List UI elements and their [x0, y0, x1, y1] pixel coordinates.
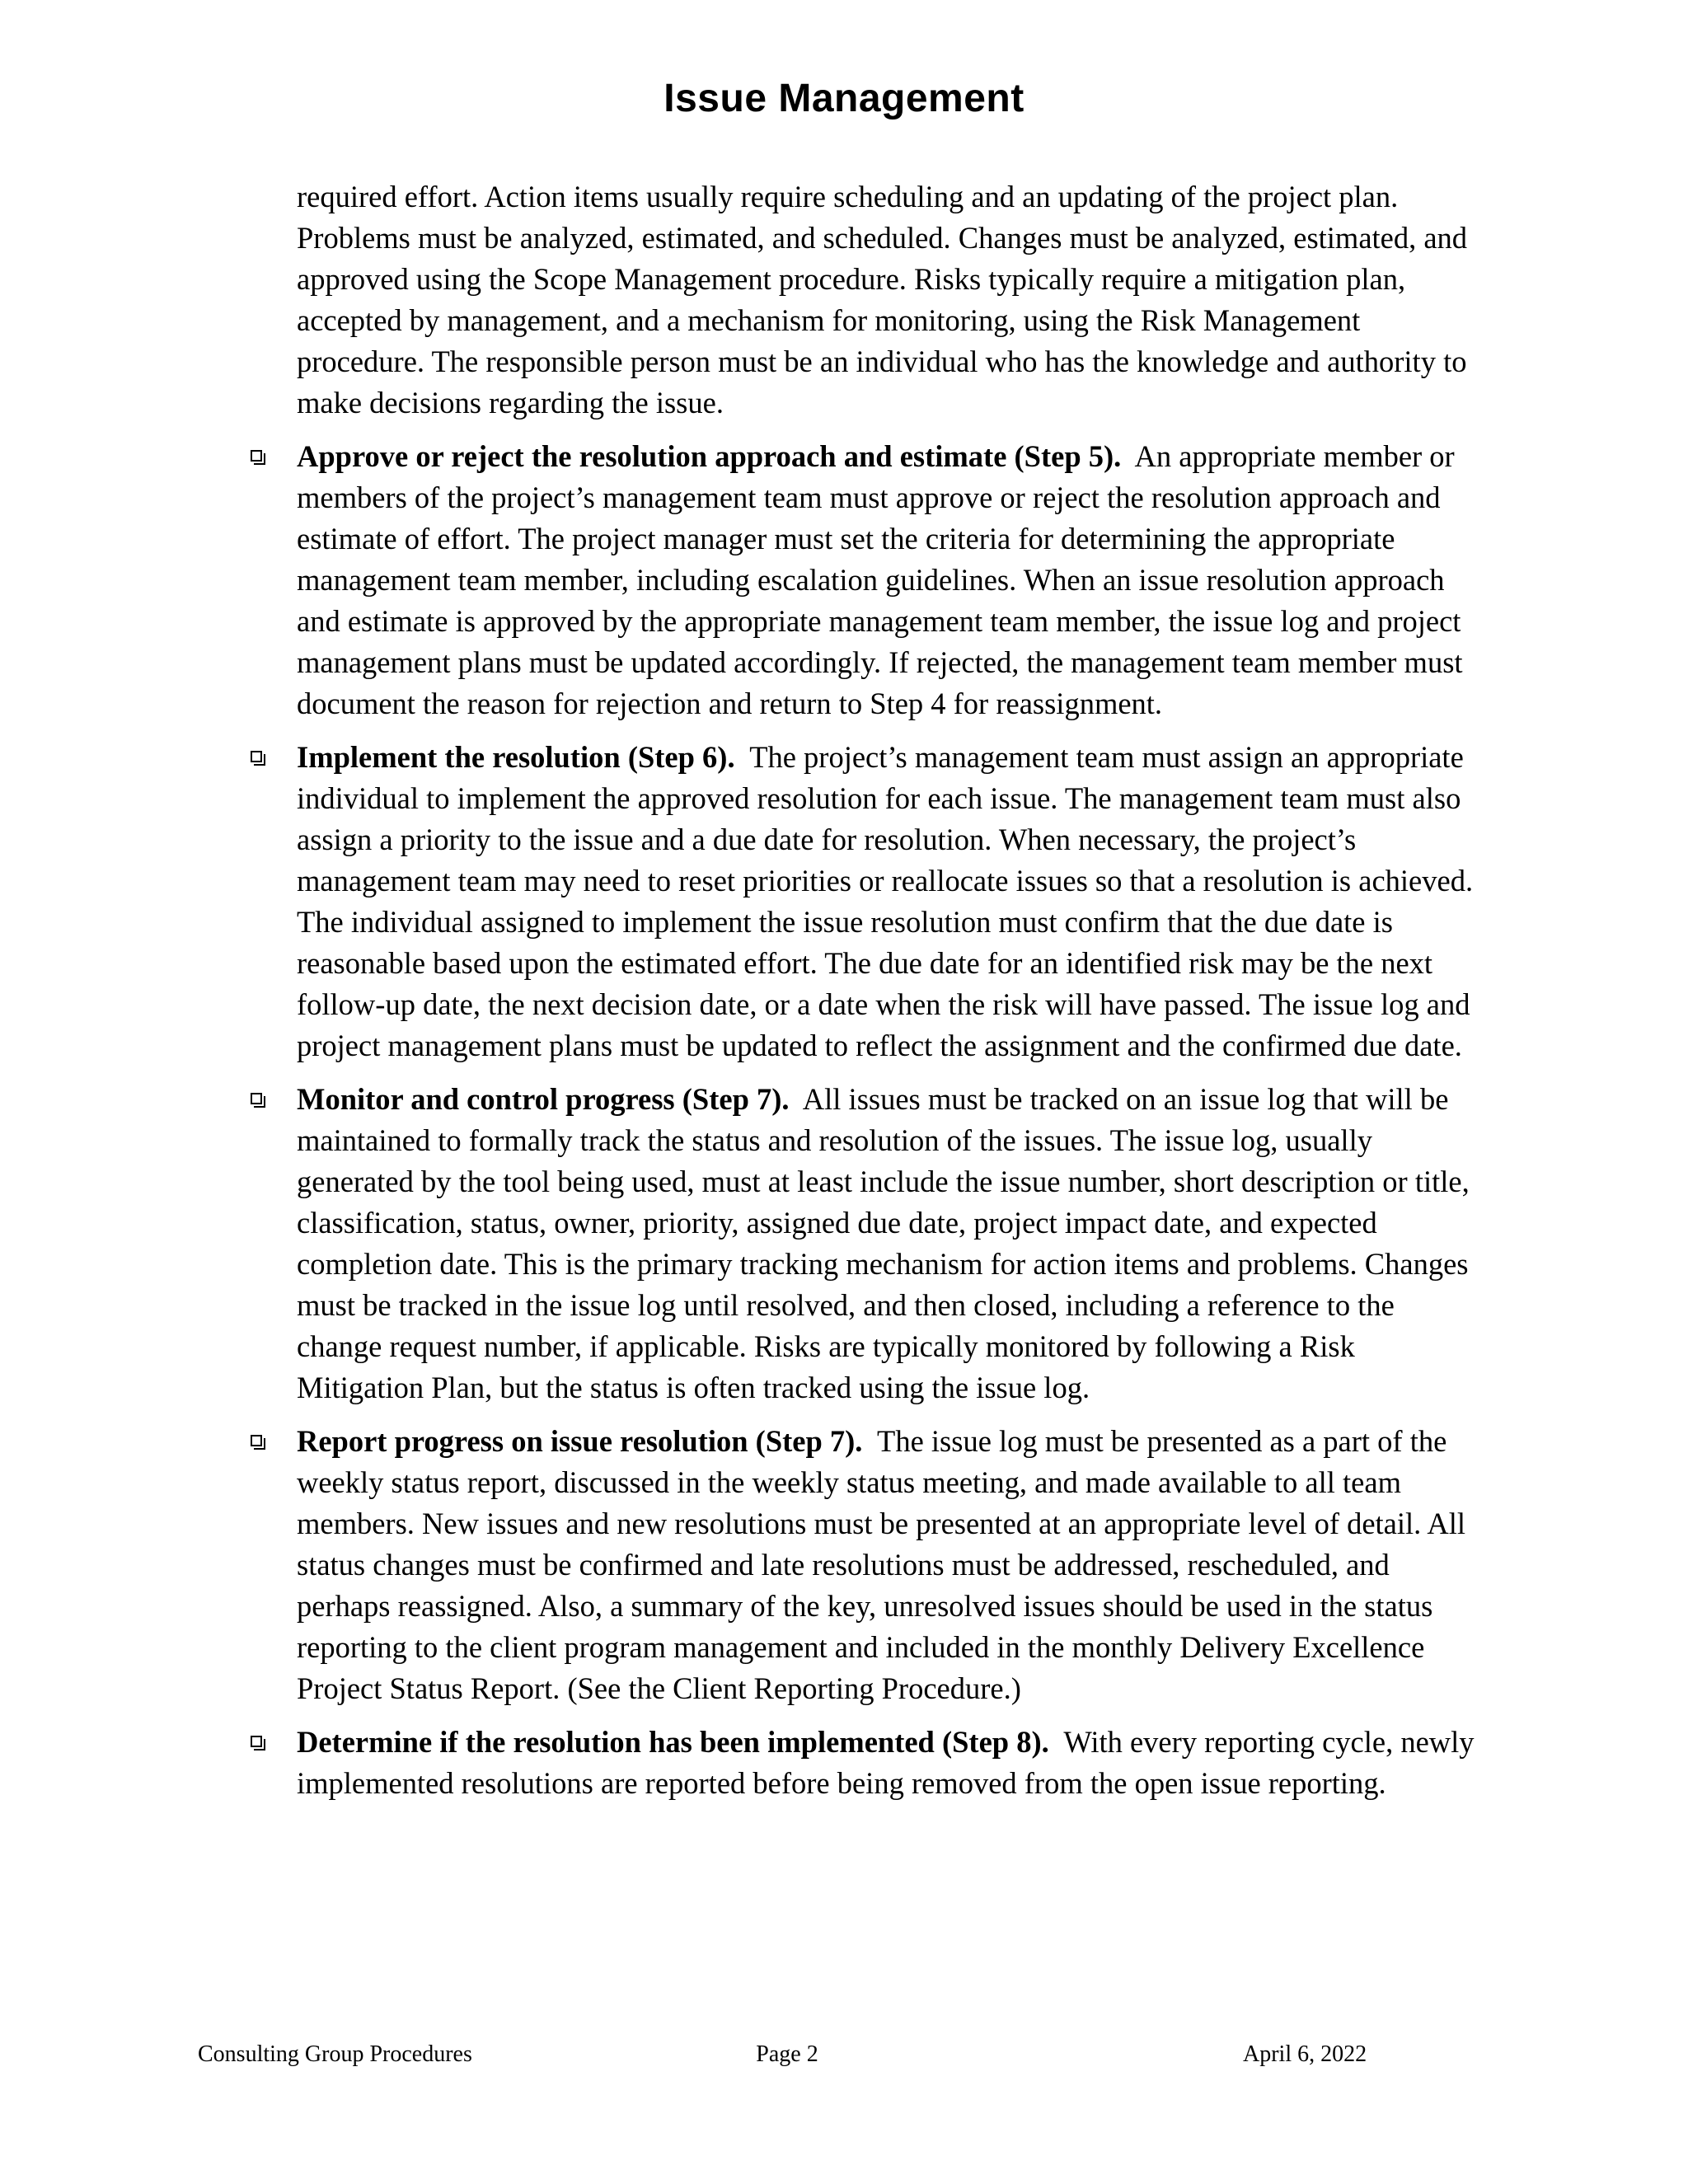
list-item-text	[297, 436, 1484, 724]
checkbox-bullet-icon	[251, 1435, 262, 1446]
list-item-heading: Monitor and control progress (Step 7).	[297, 1082, 790, 1116]
intro-paragraph: required effort. Action items usually require scheduling and an updating of the project plan. Problems must be analyzed, estimated, and scheduled. Changes must be analyzed, estimated, and approved using the Scope Management procedure. Risks typically require a mitigation plan, accepted by management, and a mechanism for monitoring, using the Risk Management procedure. The responsible person must be an individual who has the knowledge and authority to make decisions regarding the issue.	[297, 180, 1468, 419]
checkbox-bullet-icon	[251, 450, 262, 462]
checkbox-bullet-icon	[251, 751, 262, 762]
list-item-step-5	[297, 436, 1484, 724]
list-item-body: An appropriate member or members of the project’s management team must approve or reject the resolution approach and estimate of effort. The project manager must set the criteria for determining the appropriate management team member, including escalation guidelines. When an issue resolution approach and estimate is approved by the appropriate management team member, the issue log and project management plans must be updated accordingly. If rejected, the management team member must document the reason for rejection and return to Step 4 for reassignment.	[297, 439, 1463, 720]
list-item-text	[297, 1722, 1484, 1804]
list-item-heading: Implement the resolution (Step 6).	[297, 740, 735, 774]
list-item-body: All issues must be tracked on an issue log that will be maintained to formally track the status and resolution of the issues. The issue log, usually generated by the tool being used, must at least include the issue number, short description or title, classification, status, owner, priority, assigned due date, project impact date, and expected completion date. This is the primary tracking mechanism for action items and problems. Changes must be tracked in the issue log until resolved, and then closed, including a reference to the change request number, if applicable. Risks are typically monitored by following a Risk Mitigation Plan, but the status is often tracked using the issue log.	[297, 1082, 1470, 1404]
list-item-heading: Approve or reject the resolution approach and estimate (Step 5).	[297, 439, 1122, 473]
footer-page-number: Page 2	[756, 2041, 818, 2067]
list-item-body: The project’s management team must assign an appropriate individual to implement the approved resolution for each issue. The management team must also assign a priority to the issue and a due date for resolution. When necessary, the project’s management team may need to reset priorities or reallocate issues so that a resolution is achieved. The individual assigned to implement the issue resolution must confirm that the due date is reasonable based upon the estimated effort. The due date for an identified risk may be the next follow-up date, the next decision date, or a date when the risk will have passed. The issue log and project management plans must be updated to reflect the assignment and the confirmed due date.	[297, 740, 1474, 1062]
list-item-body: With every reporting cycle, newly implemented resolutions are reported before being removed from the open issue reporting.	[297, 1725, 1475, 1800]
list-item-step-8	[297, 1722, 1484, 1804]
list-item-text	[297, 1421, 1484, 1709]
footer-date: April 6, 2022	[1243, 2041, 1367, 2067]
list-item-text	[297, 1079, 1484, 1408]
list-item-heading: Determine if the resolution has been implemented (Step 8).	[297, 1725, 1049, 1759]
footer-document-name: Consulting Group Procedures	[198, 2041, 472, 2067]
list-item-step-7-monitor	[297, 1079, 1484, 1408]
list-item-step-7-report	[297, 1421, 1484, 1709]
page-title: Issue Management	[663, 77, 1025, 121]
list-item-body: The issue log must be presented as a part of the weekly status report, discussed in the weekly status meeting, and made available to all team members. New issues and new resolutions must be presented at an appropriate level of detail. All status changes must be confirmed and late resolutions must be addressed, rescheduled, and perhaps reassigned. Also, a summary of the key, unresolved issues should be used in the status reporting to the client program management and included in the monthly Delivery Excellence Project Status Report. (See the Client Reporting Procedure.)	[297, 1424, 1466, 1705]
list-item-step-6	[297, 737, 1484, 1066]
list-item-text	[297, 737, 1484, 1066]
list-item-heading: Report progress on issue resolution (Step 7).	[297, 1424, 863, 1458]
document-body	[297, 176, 1484, 1816]
checkbox-bullet-icon	[251, 1736, 262, 1747]
checkbox-bullet-icon	[251, 1093, 262, 1104]
